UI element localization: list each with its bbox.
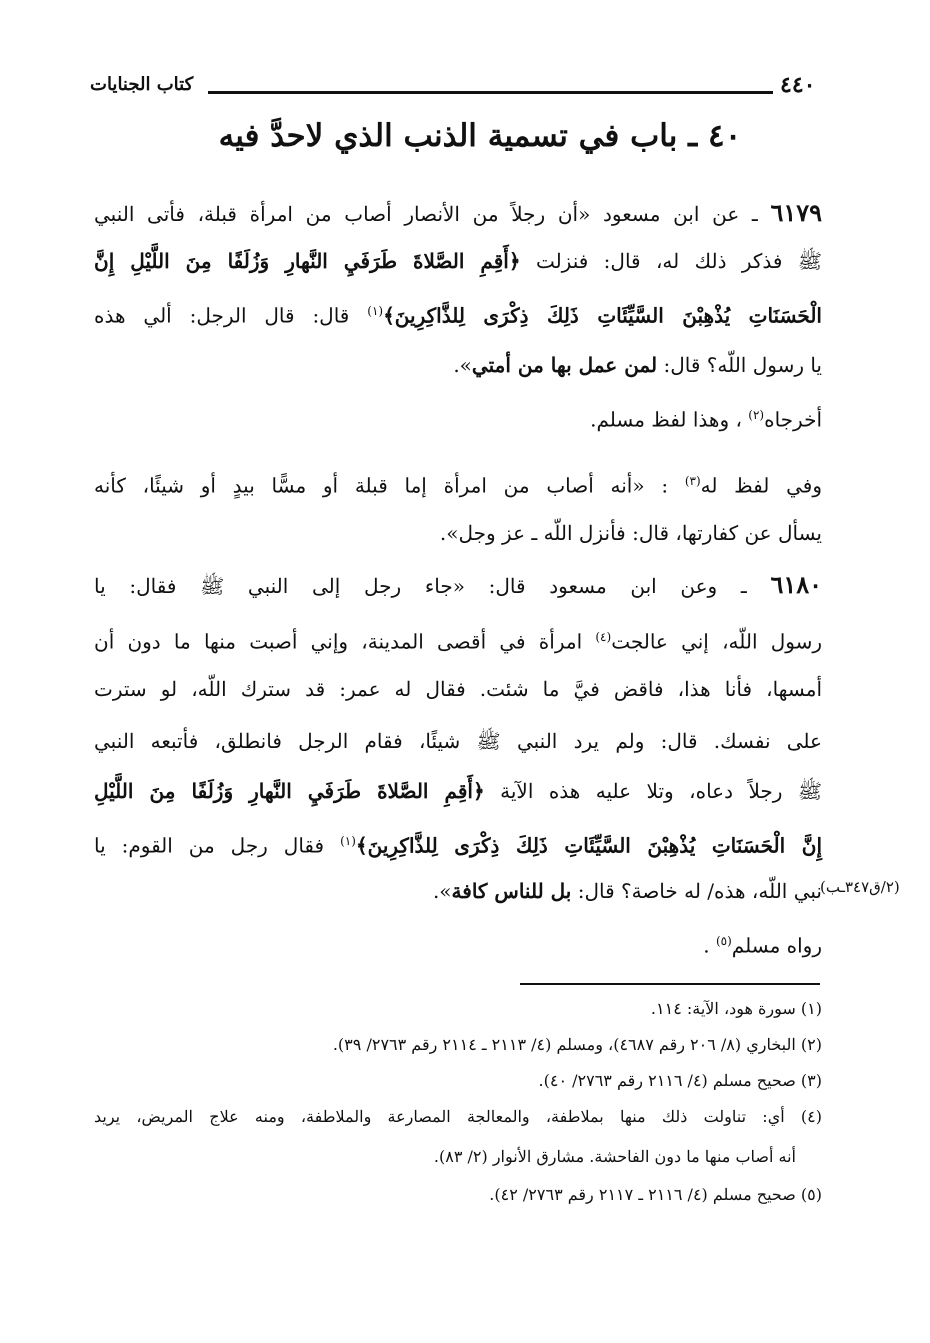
text: . <box>703 933 710 958</box>
hadith-6180-line-7 <box>94 876 822 906</box>
footnote-ref: (٢) <box>748 408 765 422</box>
footnote-ref: (٥) <box>715 934 732 948</box>
text: قال: قال الرجل: ألي هذه <box>94 303 350 328</box>
text: فقال رجل من القوم: يا <box>94 833 325 858</box>
text: ، وهذا لفظ مسلم. <box>590 407 742 432</box>
text: ـ عن ابن مسعود «أن رجلاً من الأنصار أصاب من امرأة قبلة، فأتى النبي <box>94 202 758 226</box>
hadith-number: ٦١٨٠ <box>770 570 822 599</box>
footnote-4: (٤) أي: تناولت ذلك منها بملاطفة، والمعالجة المصارعة والملاطفة، ومنه علاج المريض، يريد <box>94 1107 822 1126</box>
hadith-6180-line-1 <box>94 570 822 601</box>
manuscript-margin-note: (٢/ق٣٤٧ـب) <box>820 878 900 896</box>
text: نبي اللّه، هذه/ له خاصة؟ قال: <box>577 879 822 903</box>
hadith-6180-line-3 <box>94 674 822 704</box>
page-number: ٤٤٠ <box>780 72 816 98</box>
prophet-answer: لمن عمل بها من أمتي <box>471 353 658 377</box>
footnote-ref: (١) <box>340 834 356 848</box>
footnote-3: (٣) صحيح مسلم (٤/ ٢١١٦ رقم ٢٧٦٣/ ٤٠). <box>538 1071 822 1090</box>
footnote-4-continued: أنه أصاب منها ما دون الفاحشة. مشارق الأنوار (٢/ ٨٣). <box>433 1147 796 1166</box>
variant-line-1 <box>94 466 822 501</box>
quran-verse: ﴿أَقِمِ الصَّلاةَ طَرَفَيِ النَّهارِ وَزُلَفًا مِنَ اللَّيْلِ إِنَّ <box>94 249 521 273</box>
footnote-ref: (٣) <box>684 474 701 488</box>
closing-quote: ». <box>453 353 472 377</box>
variant-line-2 <box>94 518 822 548</box>
text: ﷺ فذكر ذلك له، قال: فنزلت <box>535 249 823 273</box>
hadith-6180-line-6 <box>94 826 822 861</box>
text: امرأة في أقصى المدينة، وإني أصبت منها ما دون أن <box>94 629 583 654</box>
text: وفي لفظ له <box>700 473 822 498</box>
footnote-5: (٥) صحيح مسلم (٤/ ٢١١٦ ـ ٢١١٧ رقم ٢٧٦٣/ ٤٢). <box>489 1185 822 1204</box>
footnote-ref: (١) <box>367 304 384 318</box>
hadith-6180-line-5 <box>94 776 822 806</box>
header-rule <box>208 91 773 94</box>
hadith-6180-line-4 <box>94 726 822 756</box>
quran-verse: إِنَّ الْحَسَنَاتِ يُذْهِبْنَ السَّيِّئَاتِ ذَلِكَ ذِكْرَى لِلذَّاكِرِينَ﴾ <box>355 833 823 858</box>
hadith-6179-line-2 <box>94 246 822 276</box>
text: ﷺ رجلاً دعاه، وتلا عليه هذه الآية <box>500 779 823 803</box>
prophet-answer: بل للناس كافة <box>451 879 572 903</box>
text: رسول اللّه، إني عالجت <box>611 629 823 654</box>
text: يسأل عن كفارتها، قال: فأنزل اللّه ـ عز وجل». <box>439 521 822 545</box>
running-header-title: كتاب الجنايات <box>90 74 194 95</box>
quran-verse: ﴿أَقِمِ الصَّلاةَ طَرَفَيِ النَّهارِ وَزُلَفًا مِنَ اللَّيْلِ <box>94 779 485 803</box>
takhrij-line <box>590 400 822 435</box>
text: أمسها، فأنا هذا، فاقض فيَّ ما شئت. فقال له عمر: قد سترك اللّه، لو سترت <box>94 677 822 701</box>
riwaya-line <box>703 926 822 961</box>
text: يا رسول اللّه؟ قال: <box>663 353 822 377</box>
text: على نفسك. قال: ولم يرد النبي ﷺ شيئًا، فقام الرجل فانطلق، فأتبعه النبي <box>94 729 822 753</box>
closing-quote: ». <box>432 879 452 903</box>
hadith-6180-line-2 <box>94 622 822 657</box>
hadith-6179-line-1 <box>94 198 822 229</box>
text: رواه مسلم <box>731 933 822 958</box>
chapter-title: ٤٠ ـ باب في تسمية الذنب الذي لاحدَّ فيه <box>218 118 742 154</box>
footnote-2: (٢) البخاري (٨/ ٢٠٦ رقم ٤٦٨٧)، ومسلم (٤/ ٢١١٣ ـ ٢١١٤ رقم ٢٧٦٣/ ٣٩). <box>332 1035 822 1054</box>
hadith-6179-line-4 <box>94 350 822 380</box>
text: : «أنه أصاب من امرأة إما قبلة أو مسًّا بيدٍ أو شيئًا، كأنه <box>94 473 669 498</box>
hadith-number: ٦١٧٩ <box>770 198 823 227</box>
text: أخرجاه <box>764 407 822 432</box>
text: ـ وعن ابن مسعود قال: «جاء رجل إلى النبي ﷺ فقال: يا <box>94 574 747 598</box>
footnote-1: (١) سورة هود، الآية: ١١٤. <box>650 999 822 1018</box>
hadith-6179-line-3 <box>94 296 822 331</box>
footnote-rule <box>520 983 820 985</box>
quran-verse: الْحَسَنَاتِ يُذْهِبْنَ السَّيِّئَاتِ ذَلِكَ ذِكْرَى لِلذَّاكِرِينَ﴾ <box>383 303 822 328</box>
footnote-ref: (٤) <box>595 630 612 644</box>
